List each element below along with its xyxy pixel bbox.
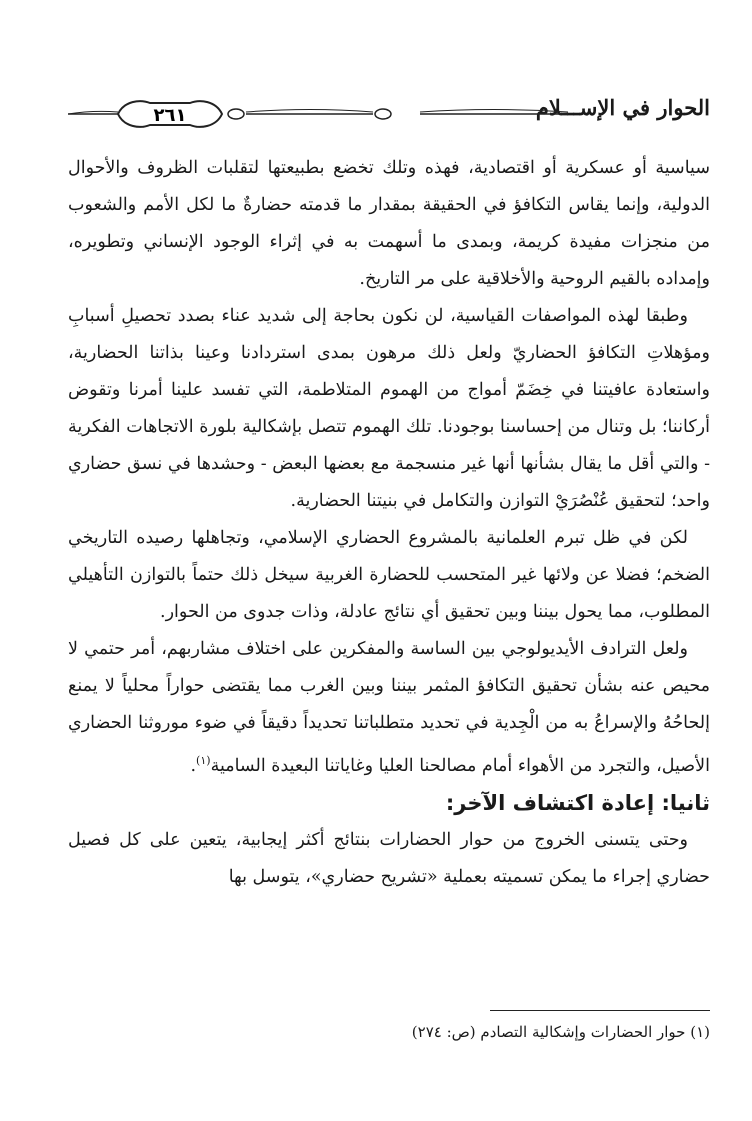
header-ornament bbox=[68, 93, 573, 133]
footnote-reference[interactable]: (١) bbox=[196, 754, 211, 767]
paragraph-1: سياسية أو عسكرية أو اقتصادية، فهذه وتلك تخضع بطبيعتها لتقلبات الظروف والأحوال الدولية، وإنما يقاس التكافؤ في الحقيقة بمقدار ما قدمته حضارةٌ ما لكل الأمم والشعوب من منجزات مفيدة كريمة، وبمدى ما أسهمت به في إثراء الوجود الإنساني وتطويره، وإمداده بالقيم الروحية والأخلاقية على مر التاريخ. bbox=[68, 158, 710, 289]
book-page bbox=[68, 0, 710, 1121]
page-header bbox=[68, 93, 710, 133]
footnote: (١) حوار الحضارات وإشكالية التصادم (ص: ٢٧٤) bbox=[411, 1023, 710, 1041]
running-title: الحوار في الإســـلام bbox=[535, 95, 710, 120]
footnote-divider bbox=[490, 1010, 710, 1011]
paragraph-3: لكن في ظل تبرم العلمانية بالمشروع الحضاري الإسلامي، وتجاهلها رصيده التاريخي الضخم؛ فضلا عن ولائها غير المتحسب للحضارة الغربية سيخل ذلك حتماً بالتوازن التأهيلي المطلوب، مما يحول بيننا وبين تحقيق أي نتائج عادلة، وذات جدوى من الحوار. bbox=[68, 528, 710, 622]
paragraph-4-text: ولعل الترادف الأيديولوجي بين الساسة والمفكرين على اختلاف مشاربهم، أمر حتمي لا محيص عنه بشأن تحقيق التكافؤ المثمر بيننا وبين الغرب مما يقتضى حواراً محلياً لا يمنع إلحاحُهُ والإسراعُ به من الْجِدية في تحديد متطلباتنا تحديداً دقيقاً في ضوء موروثنا الحضاري الأصيل، والتجرد من الأهواء أمام مصالحنا العليا وغاياتنا البعيدة السامية bbox=[68, 639, 710, 776]
paragraph-2: وطبقا لهذه المواصفات القياسية، لن نكون بحاجة إلى شديد عناء بصدد تحصيلِ أسبابِ ومؤهلاتِ التكافؤ الحضاريّ ولعل ذلك مرهون بمدى استردادنا وعينا بذاتنا الحضارية، واستعادة عافيتنا في خِضَمّ أمواج من الهموم المتلاطمة، التي تفسد علينا أمرنا وتقوض أركاننا؛ بل وتنال من إحساسنا بوجودنا. تلك الهموم تتصل بإشكالية بلورة الاتجاهات الفكرية - والتي أقل ما يقال بشأنها أنها غير منسجمة مع بعضها البعض - وحشدها في نسق حضاري واحد؛ لتحقيق عُنْصُرَيْ التوازن والتكامل في بنيتنا الحضارية. bbox=[68, 306, 710, 511]
paragraph-5: وحتى يتسنى الخروج من حوار الحضارات بنتائج أكثر إيجابية، يتعين على كل فصيل حضاري إجراء ما يمكن تسميته بعملية «تشريح حضاري»، يتوسل بها bbox=[68, 829, 710, 887]
page-number: ٢٦١ bbox=[153, 105, 187, 126]
body-text bbox=[68, 150, 710, 896]
section-heading: ثانيا: إعادة اكتشاف الآخر: bbox=[445, 790, 710, 815]
paragraph-4: ولعل الترادف الأيديولوجي بين الساسة والمفكرين على اختلاف مشاربهم، أمر حتمي لا محيص عنه بشأن تحقيق التكافؤ المثمر بيننا وبين الغرب مما يقتضى حواراً محلياً لا يمنع إلحاحُهُ والإسراعُ به من الْجِدية في تحديد متطلباتنا تحديداً دقيقاً في ضوء موروثنا الحضاري الأصيل، والتجرد من الأهواء أمام مصالحنا العليا وغاياتنا البعيدة السامية$^{(١)}$. bbox=[68, 639, 710, 776]
